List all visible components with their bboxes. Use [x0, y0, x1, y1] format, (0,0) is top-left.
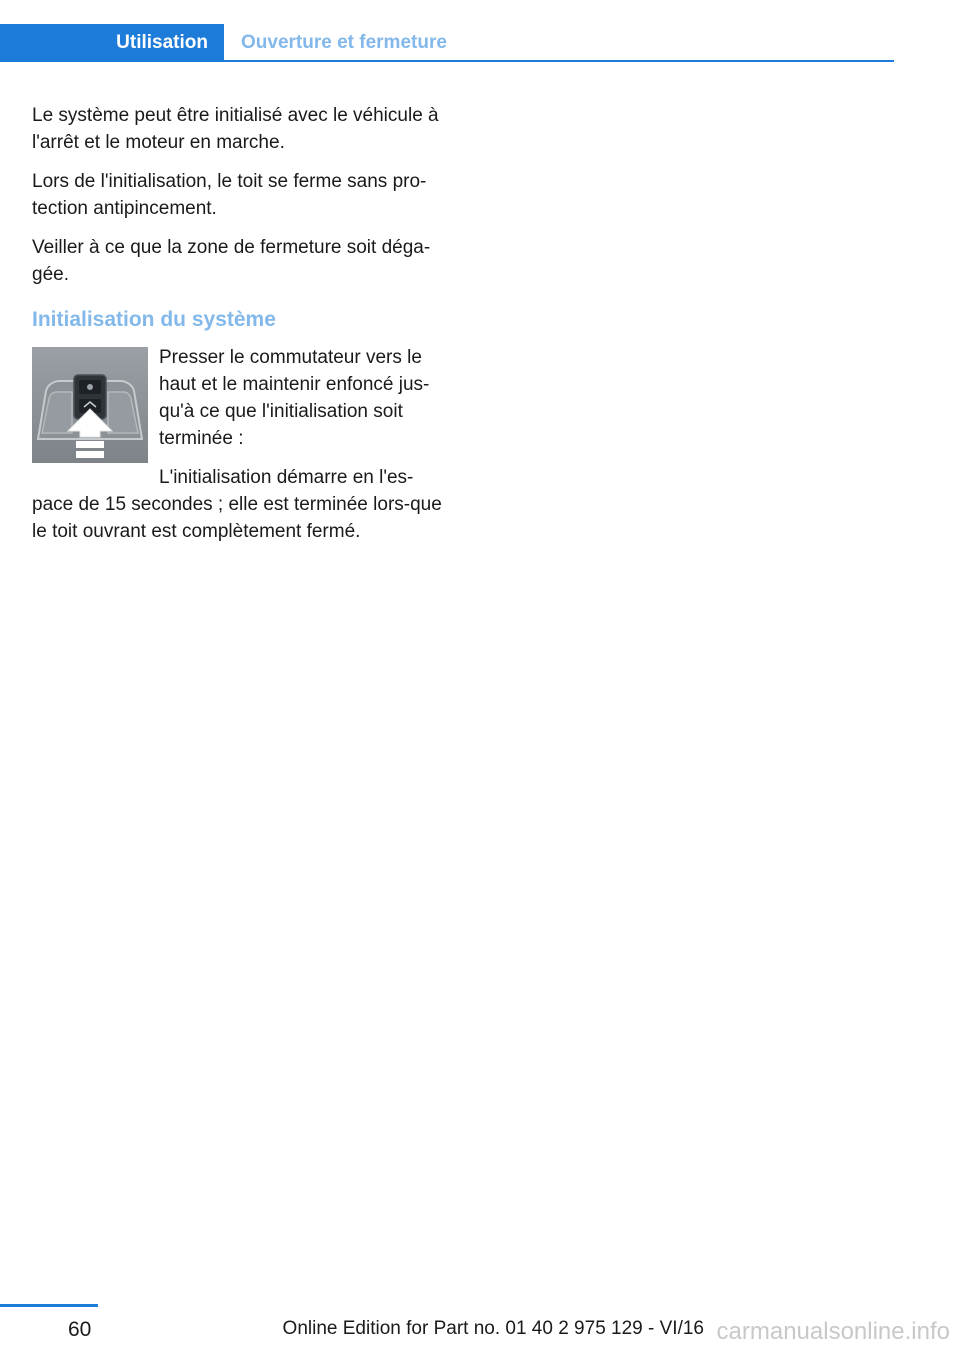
- paragraph-no-pinch-protection: Lors de l'initialisation, le toit se ferme sans pro-tection antipincement.: [32, 171, 427, 219]
- page-header: [0, 0, 960, 64]
- tab-ouverture-et-fermeture[interactable]: Ouverture et fermeture: [241, 32, 447, 53]
- header-divider: [0, 60, 894, 62]
- watermark-text: carmanualsonline.info: [716, 1318, 950, 1345]
- edition-line: Online Edition for Part no. 01 40 2 975 129 - VI/16: [282, 1318, 704, 1339]
- tab-utilisation[interactable]: Utilisation: [0, 24, 224, 62]
- section-heading: Initialisation du système: [32, 308, 276, 331]
- main-content: [32, 102, 450, 557]
- paragraph-clear-closing-area: Veiller à ce que la zone de fermeture soit déga-gée.: [32, 237, 431, 285]
- page-number: 60: [68, 1318, 92, 1341]
- step-result: L'initialisation démarre en l'es-pace de 15 secondes ; elle est terminée lors-que le toit ouvrant est complètement fermé.: [32, 467, 442, 542]
- step-instruction: Presser le commutateur vers le haut et le maintenir enfoncé jus-qu'à ce que l'initialisation soit terminée :: [159, 347, 430, 449]
- footer-accent-bar: [0, 1304, 98, 1307]
- paragraph-initialisation-conditions: Le système peut être initialisé avec le véhicule à l'arrêt et le moteur en marche.: [32, 105, 439, 153]
- roof-switch-illustration: [32, 347, 148, 463]
